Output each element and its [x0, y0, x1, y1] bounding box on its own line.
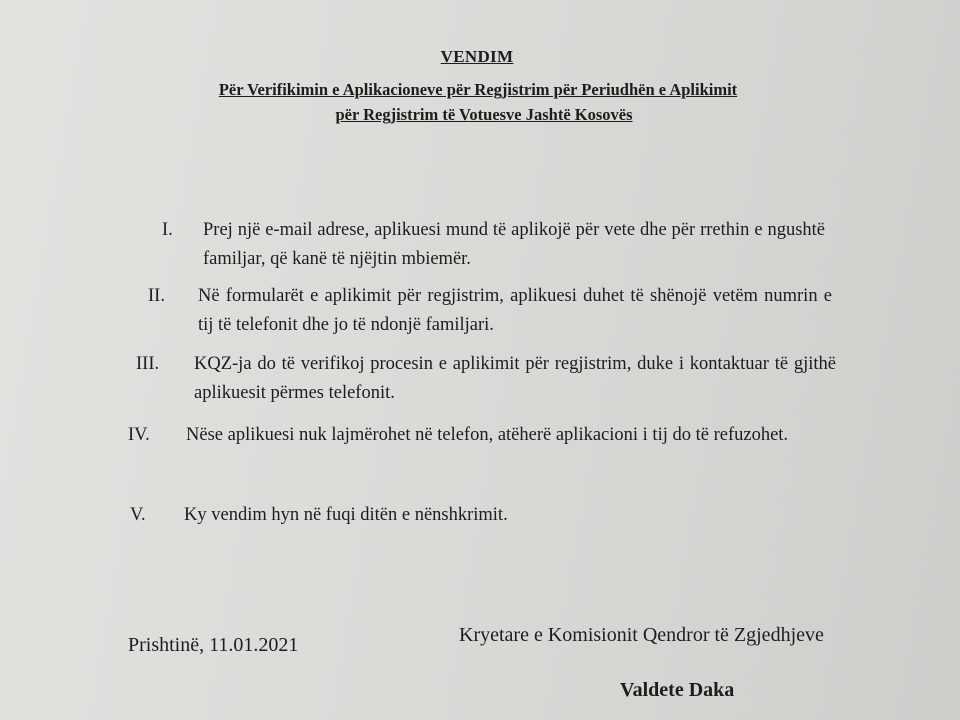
- item-text: Në formularët e aplikimit për regjistrim, aplikuesi duhet të shënojë vetëm numrin e tij të telefonit dhe jo të ndonjë familjari.: [198, 286, 832, 335]
- item-text: Nëse aplikuesi nuk lajmërohet në telefon, atëherë aplikacioni i tij do të refuzohet.: [186, 425, 789, 445]
- signatory-title: Kryetare e Komisionit Qendror të Zgjedhjeve: [459, 624, 824, 646]
- document-subtitle-line2: për Regjistrim të Votuesve Jashtë Kosovës: [335, 105, 633, 124]
- signatory-name: Valdete Daka: [620, 679, 735, 701]
- item-text: KQZ-ja do të verifikoj procesin e aplikimit për regjistrim, duke i kontaktuar të gjithë aplikuesit përmes telefonit.: [194, 354, 836, 403]
- item-number: I.: [162, 220, 173, 240]
- item-number: V.: [130, 505, 146, 525]
- item-number: III.: [136, 354, 160, 374]
- place-date: Prishtinë, 11.01.2021: [128, 634, 299, 656]
- document-title: VENDIM: [440, 47, 514, 66]
- item-text: Prej një e-mail adrese, aplikuesi mund të aplikojë për vete dhe për rrethin e ngushtë familjar, që kanë të njëjtin mbiemër.: [203, 220, 825, 269]
- document-subtitle-line1: Për Verifikimin e Aplikacioneve për Regjistrim për Periudhën e Aplikimit: [218, 80, 738, 99]
- item-text: Ky vendim hyn në fuqi ditën e nënshkrimit.: [184, 505, 508, 525]
- item-number: IV.: [128, 425, 150, 445]
- item-number: II.: [148, 286, 165, 306]
